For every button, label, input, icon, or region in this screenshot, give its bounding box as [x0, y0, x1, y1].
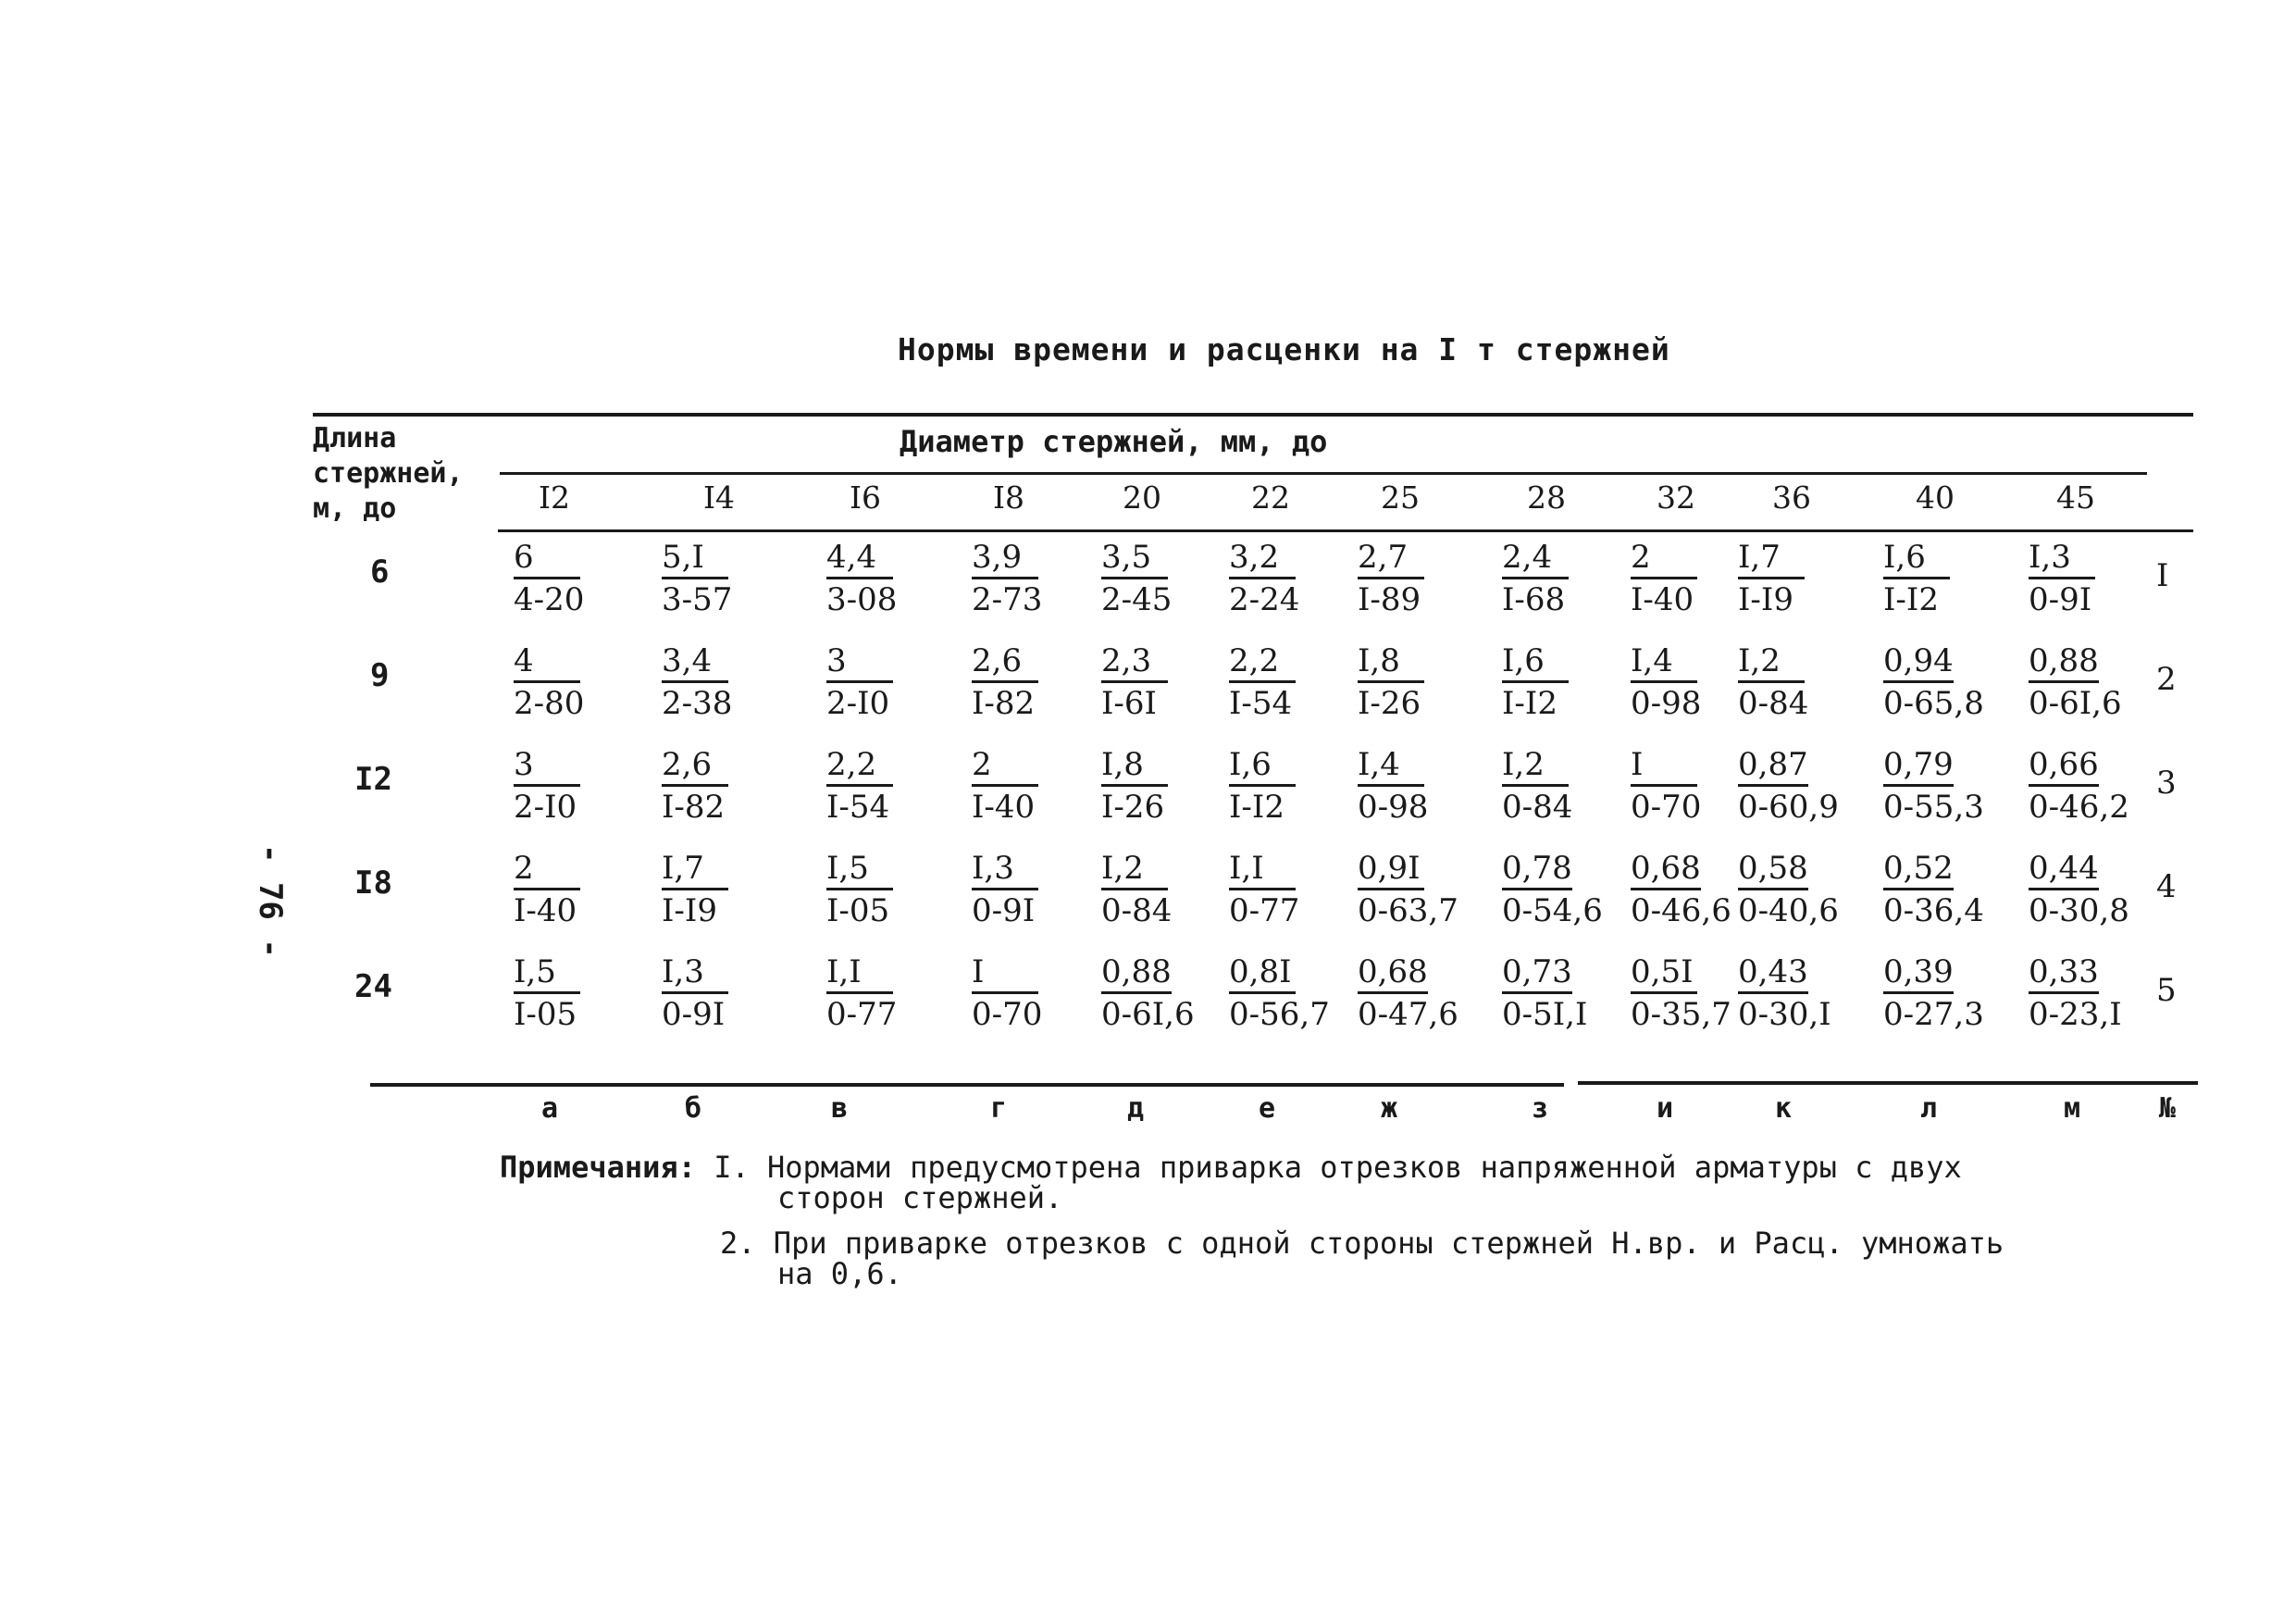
rate-value: 0-36,4 — [1883, 892, 1984, 929]
rate-value: I-26 — [1358, 685, 1421, 722]
rate-value: 2-80 — [514, 685, 585, 722]
rate-value: 2-45 — [1101, 581, 1173, 618]
table-cell — [1101, 850, 1172, 931]
table-cell — [1101, 953, 1195, 1035]
table-title: Нормы времени и расценки на I т стержней — [898, 331, 1670, 367]
time-norm: 3,5 — [1101, 539, 1168, 579]
time-norm: I,2 — [1502, 746, 1569, 787]
table-cell — [1101, 746, 1168, 828]
row-length: I2 — [354, 761, 392, 798]
diameter-label: I4 — [703, 479, 736, 516]
length-header-line: Длина — [313, 422, 397, 454]
rate-value: 0-35,7 — [1631, 996, 1731, 1033]
row-number: 5 — [2156, 972, 2177, 1009]
table-cell — [1738, 953, 1831, 1035]
page-number: - 76 - — [252, 844, 289, 958]
column-letter: и — [1657, 1092, 1674, 1125]
time-norm: 2,2 — [1229, 642, 1296, 683]
table-cell — [826, 746, 893, 828]
table-cell — [1229, 746, 1296, 828]
table-cell — [1358, 642, 1424, 724]
row-length: 9 — [370, 657, 390, 694]
time-norm: 0,58 — [1738, 850, 1808, 890]
rate-value: I-05 — [514, 996, 577, 1033]
time-norm: I — [1631, 746, 1697, 787]
rate-value: 4-20 — [514, 581, 585, 618]
table-cell — [1883, 539, 1950, 620]
time-norm: 2,4 — [1502, 539, 1569, 579]
rate-value: 0-40,6 — [1738, 892, 1839, 929]
column-letter: е — [1259, 1092, 1276, 1125]
rate-value: 0-6I,6 — [1101, 996, 1195, 1033]
rate-value: I-6I — [1101, 685, 1157, 722]
rate-value: I-I9 — [1738, 581, 1793, 618]
row-length: I8 — [354, 865, 392, 902]
time-norm: 0,33 — [2029, 953, 2099, 994]
table-cell — [826, 953, 897, 1035]
table-cell — [1631, 642, 1701, 724]
length-header — [313, 421, 464, 527]
table-cell — [826, 642, 893, 724]
header-sub-rule — [500, 472, 2147, 475]
time-norm: 0,88 — [1101, 953, 1172, 994]
rate-value: 3-08 — [826, 581, 898, 618]
rate-value: 0-98 — [1358, 789, 1429, 826]
column-letter: б — [685, 1092, 702, 1125]
rate-value: I-05 — [826, 892, 890, 929]
table-cell — [2029, 953, 2122, 1035]
rate-value: I-68 — [1502, 581, 1566, 618]
rate-value: 0-6I,6 — [2029, 685, 2122, 722]
time-norm: 2,6 — [662, 746, 728, 787]
time-norm: I,6 — [1502, 642, 1569, 683]
rate-value: 0-23,I — [2029, 996, 2122, 1033]
rate-value: 0-60,9 — [1738, 789, 1839, 826]
time-norm: 2,7 — [1358, 539, 1424, 579]
time-norm: I,5 — [514, 953, 580, 994]
row-number: 2 — [2156, 661, 2177, 698]
rate-value: 0-55,3 — [1883, 789, 1984, 826]
rate-value: 2-73 — [972, 581, 1043, 618]
table-cell — [972, 642, 1038, 724]
time-norm: I,6 — [1229, 746, 1296, 787]
diameter-label: 32 — [1657, 479, 1695, 516]
time-norm: I,4 — [1358, 746, 1424, 787]
rate-value: 0-54,6 — [1502, 892, 1603, 929]
table-cell — [662, 850, 728, 931]
table-cell — [1631, 539, 1697, 620]
time-norm: I,3 — [972, 850, 1038, 890]
time-norm: 0,66 — [2029, 746, 2099, 787]
time-norm: 3 — [514, 746, 580, 787]
time-norm: 0,78 — [1502, 850, 1572, 890]
note-1-line-2: сторон стержней. — [777, 1180, 1063, 1215]
time-norm: 0,52 — [1883, 850, 1954, 890]
time-norm: 3,2 — [1229, 539, 1296, 579]
table-cell — [1229, 953, 1330, 1035]
rate-value: 0-56,7 — [1229, 996, 1330, 1033]
rate-value: I-I2 — [1883, 581, 1939, 618]
time-norm: I,2 — [1738, 642, 1805, 683]
table-cell — [1738, 539, 1805, 620]
table-cell — [662, 539, 732, 620]
table-cell — [1738, 850, 1839, 931]
table-cell — [1631, 850, 1731, 931]
row-number: 3 — [2156, 765, 2177, 802]
table-cell — [1358, 539, 1424, 620]
column-letter: к — [1775, 1092, 1793, 1125]
time-norm: I,7 — [662, 850, 728, 890]
rate-value: 0-27,3 — [1883, 996, 1984, 1033]
rate-value: 0-84 — [1101, 892, 1173, 929]
rate-value: I-40 — [1631, 581, 1694, 618]
rate-value: 0-30,I — [1738, 996, 1831, 1033]
time-norm: 0,43 — [1738, 953, 1808, 994]
header-bottom-rule — [498, 529, 2193, 532]
time-norm: I,5 — [826, 850, 893, 890]
table-cell — [514, 539, 584, 620]
rate-value: 2-I0 — [826, 685, 890, 722]
time-norm: 0,9I — [1358, 850, 1424, 890]
time-norm: 2 — [514, 850, 580, 890]
row-length: 24 — [354, 968, 392, 1005]
length-header-line: м, до — [313, 492, 397, 525]
time-norm: I,4 — [1631, 642, 1697, 683]
rate-value: 0-70 — [1631, 789, 1702, 826]
rate-value: 2-24 — [1229, 581, 1300, 618]
table-cell — [2029, 746, 2129, 828]
notes-label: Примечания: — [500, 1150, 696, 1185]
diameter-label: 20 — [1123, 479, 1161, 516]
table-cell — [1738, 642, 1808, 724]
rate-value: 0-65,8 — [1883, 685, 1984, 722]
row-number: I — [2156, 557, 2169, 594]
table-cell — [972, 746, 1038, 828]
table-cell — [662, 642, 732, 724]
column-letter: в — [831, 1092, 849, 1125]
rate-value: 0-46,6 — [1631, 892, 1731, 929]
rate-value: 0-98 — [1631, 685, 1702, 722]
note-2-line-1: 2. При приварке отрезков с одной стороны стержней Н.вр. и Расц. умножать — [720, 1226, 2004, 1261]
table-cell — [1502, 746, 1572, 828]
rate-value: I-40 — [514, 892, 577, 929]
table-cell — [1502, 953, 1587, 1035]
rate-value: 3-57 — [662, 581, 733, 618]
rate-value: 0-47,6 — [1358, 996, 1458, 1033]
rate-value: 0-30,8 — [2029, 892, 2129, 929]
time-norm: I — [972, 953, 1038, 994]
time-norm: 0,94 — [1883, 642, 1954, 683]
diameter-label: I6 — [850, 479, 882, 516]
time-norm: I,I — [1229, 850, 1296, 890]
time-norm: 0,87 — [1738, 746, 1808, 787]
column-letter: з — [1532, 1092, 1549, 1125]
column-letter: д — [1127, 1092, 1145, 1125]
rate-value: I-82 — [662, 789, 726, 826]
table-cell — [1101, 539, 1172, 620]
table-cell — [1738, 746, 1839, 828]
table-cell — [1229, 642, 1296, 724]
table-cell — [1883, 850, 1984, 931]
rate-value: I-I2 — [1502, 685, 1558, 722]
rate-value: 0-70 — [972, 996, 1043, 1033]
table-cell — [1229, 850, 1299, 931]
time-norm: 4,4 — [826, 539, 893, 579]
time-norm: 0,88 — [2029, 642, 2099, 683]
table-cell — [1502, 850, 1603, 931]
time-norm: 6 — [514, 539, 580, 579]
time-norm: 0,8I — [1229, 953, 1296, 994]
rate-value: I-I9 — [662, 892, 717, 929]
table-cell — [1358, 746, 1428, 828]
time-norm: I,I — [826, 953, 893, 994]
row-number: 4 — [2156, 868, 2177, 905]
table-cell — [662, 746, 728, 828]
column-letter: ж — [1381, 1092, 1398, 1125]
time-norm: I,2 — [1101, 850, 1168, 890]
rate-value: I-40 — [972, 789, 1036, 826]
table-cell — [2029, 642, 2122, 724]
diameter-label: I2 — [539, 479, 571, 516]
table-cell — [514, 642, 584, 724]
table-cell — [1502, 642, 1569, 724]
table-cell — [1229, 539, 1299, 620]
time-norm: I,3 — [2029, 539, 2095, 579]
diameter-label: 22 — [1251, 479, 1290, 516]
diameter-label: 36 — [1772, 479, 1811, 516]
length-header-line: стержней, — [313, 457, 464, 490]
rate-value: I-26 — [1101, 789, 1165, 826]
rate-value: 0-9I — [972, 892, 1036, 929]
table-cell — [514, 953, 580, 1035]
table-bottom-rule-right — [1578, 1081, 2198, 1085]
rate-value: I-I2 — [1229, 789, 1285, 826]
table-cell — [1883, 746, 1984, 828]
time-norm: 3,4 — [662, 642, 728, 683]
table-cell — [972, 953, 1042, 1035]
rate-value: 0-9I — [2029, 581, 2092, 618]
table-bottom-rule-left — [370, 1083, 1564, 1087]
rate-value: 0-9I — [662, 996, 726, 1033]
time-norm: 0,79 — [1883, 746, 1954, 787]
table-cell — [1883, 642, 1984, 724]
table-cell — [1101, 642, 1168, 724]
rate-value: 0-63,7 — [1358, 892, 1458, 929]
rate-value: 2-I0 — [514, 789, 577, 826]
rate-value: I-89 — [1358, 581, 1421, 618]
time-norm: I,3 — [662, 953, 728, 994]
time-norm: 4 — [514, 642, 580, 683]
column-letter: г — [990, 1092, 1008, 1125]
time-norm: 2,2 — [826, 746, 893, 787]
diameter-label: 28 — [1527, 479, 1566, 516]
table-cell — [662, 953, 728, 1035]
time-norm: 2 — [1631, 539, 1697, 579]
top-rule — [313, 413, 2193, 417]
diameter-label: 25 — [1381, 479, 1420, 516]
time-norm: 0,68 — [1358, 953, 1428, 994]
table-cell — [972, 539, 1042, 620]
time-norm: 5,I — [662, 539, 728, 579]
time-norm: 0,5I — [1631, 953, 1697, 994]
note-1-line-1: I. Нормами предусмотрена приварка отрезков напряженной арматуры с двух — [714, 1150, 1962, 1185]
table-cell — [1631, 953, 1731, 1035]
diameter-label: 40 — [1916, 479, 1955, 516]
rate-value: 0-77 — [826, 996, 898, 1033]
table-cell — [1631, 746, 1701, 828]
diameter-header: Диаметр стержней, мм, до — [900, 424, 1328, 459]
diameter-label: I8 — [993, 479, 1025, 516]
time-norm: 0,68 — [1631, 850, 1701, 890]
rate-value: 0-46,2 — [2029, 789, 2129, 826]
rate-value: 0-77 — [1229, 892, 1300, 929]
time-norm: 3,9 — [972, 539, 1038, 579]
rate-value: 0-84 — [1738, 685, 1809, 722]
rate-value: 0-5I,I — [1502, 996, 1588, 1033]
table-cell — [826, 539, 897, 620]
rate-value: 2-38 — [662, 685, 733, 722]
notes — [500, 1152, 2004, 1289]
rate-value: I-82 — [972, 685, 1036, 722]
table-cell — [2029, 850, 2129, 931]
time-norm: 2 — [972, 746, 1038, 787]
rate-value: I-54 — [1229, 685, 1293, 722]
time-norm: I,7 — [1738, 539, 1805, 579]
column-letter: № — [2159, 1092, 2177, 1125]
row-length: 6 — [370, 554, 390, 591]
table-cell — [1883, 953, 1984, 1035]
diameter-label: 45 — [2056, 479, 2095, 516]
time-norm: 2,3 — [1101, 642, 1168, 683]
time-norm: I,8 — [1358, 642, 1424, 683]
table-cell — [826, 850, 893, 931]
time-norm: 0,44 — [2029, 850, 2099, 890]
rate-value: I-54 — [826, 789, 890, 826]
time-norm: I,8 — [1101, 746, 1168, 787]
table-cell — [1502, 539, 1569, 620]
table-cell — [972, 850, 1038, 931]
table-cell — [1358, 850, 1458, 931]
time-norm: 0,39 — [1883, 953, 1954, 994]
time-norm: I,6 — [1883, 539, 1950, 579]
column-letter: а — [541, 1092, 559, 1125]
table-cell — [2029, 539, 2095, 620]
note-2-line-2: на 0,6. — [777, 1256, 902, 1291]
column-letter: м — [2064, 1092, 2081, 1125]
time-norm: 3 — [826, 642, 893, 683]
table-cell — [514, 746, 580, 828]
time-norm: 0,73 — [1502, 953, 1572, 994]
table-cell — [514, 850, 580, 931]
rate-value: 0-84 — [1502, 789, 1573, 826]
column-letter: л — [1920, 1092, 1938, 1125]
table-cell — [1358, 953, 1458, 1035]
time-norm: 2,6 — [972, 642, 1038, 683]
